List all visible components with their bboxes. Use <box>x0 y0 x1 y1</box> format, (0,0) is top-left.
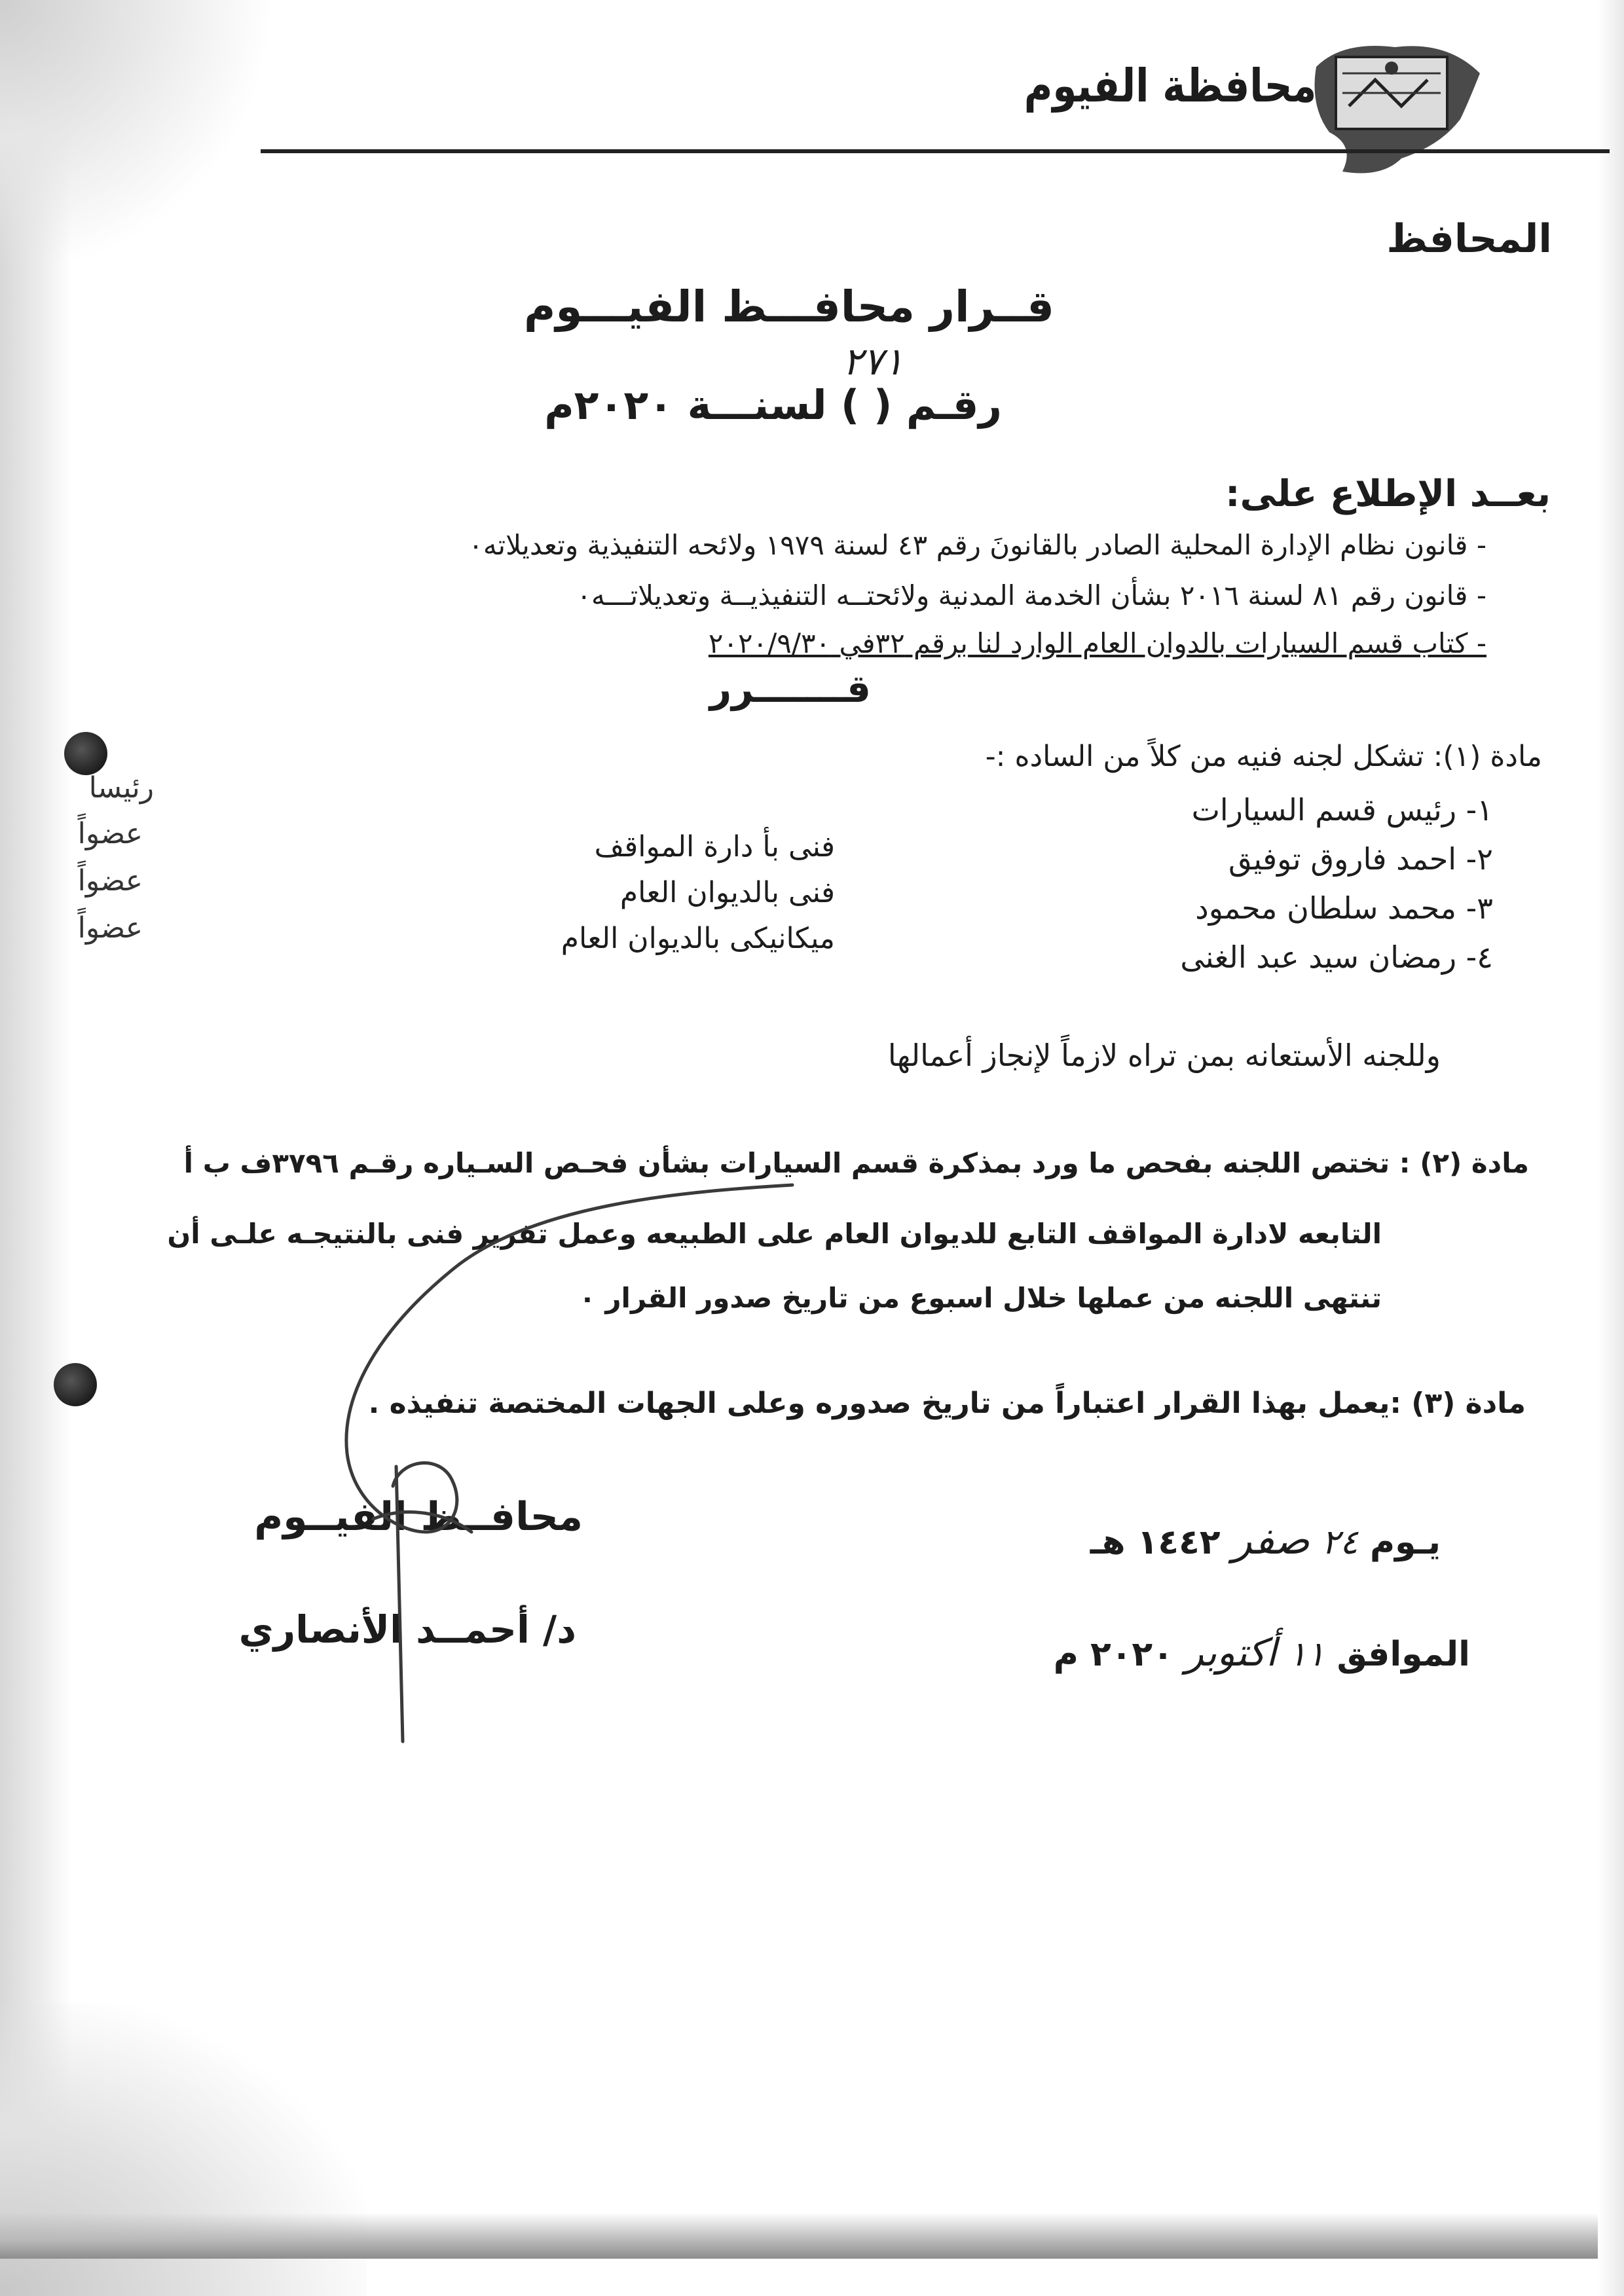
article1-text: مادة (١): تشكل لجنه فنيه من كلاً من الساده :- <box>985 740 1542 773</box>
hijri-date <box>1090 1516 1441 1563</box>
gregorian-day: ١١ <box>1288 1635 1325 1674</box>
hijri-prefix: يـوم <box>1369 1523 1441 1562</box>
office-label: المحافظ <box>1386 216 1552 262</box>
decree-number-line: رقـم ( ) لسنـــة ٢٠٢٠م <box>544 381 1002 429</box>
member-role: عضواً <box>77 864 143 898</box>
gregorian-month: أكتوبر <box>1185 1630 1277 1675</box>
gregorian-year: ٢٠٢٠ م <box>1053 1635 1173 1674</box>
preamble-heading: بعــد الإطلاع على: <box>1225 473 1551 515</box>
gregorian-prefix: الموافق <box>1337 1635 1470 1674</box>
decides-heading: قـــــــرر <box>709 666 871 711</box>
decree-title: قــرار محافـــظ الفيـــوم <box>523 282 1054 332</box>
article2-line: تنتهى اللجنه من عملها خلال اسبوع من تاريخ صدور القرار ٠ <box>579 1282 1382 1314</box>
member-name: ٤- رمضان سيد عبد الغنى <box>1180 939 1493 975</box>
header-rule <box>261 149 1610 153</box>
scan-shadow-corner <box>0 0 275 275</box>
member-title: فنى بأ دارة المواقف <box>594 830 835 864</box>
governorate-emblem <box>1303 27 1493 185</box>
member-title: ميكانيكى بالديوان العام <box>561 922 835 955</box>
punch-hole-bottom <box>54 1363 97 1406</box>
member-name: ٣- محمد سلطان محمود <box>1195 890 1493 926</box>
member-title: فنى بالديوان العام <box>619 876 835 909</box>
hijri-year: ١٤٤٢ هـ <box>1090 1523 1221 1562</box>
governorate-name: محافظة الفيوم <box>1024 59 1316 113</box>
member-role: عضواً <box>77 911 143 945</box>
hijri-month: صفر <box>1232 1516 1310 1563</box>
article2-line: مادة (٢) : تختص اللجنه بفحص ما ورد بمذكرة قسم السيارات بشأن فحـص السـياره رقـم ٣٧٩٦ف ب أ <box>183 1147 1529 1179</box>
signature-name: د/ أحمــد الأنصاري <box>238 1607 576 1652</box>
article2-line: التابعه لادارة المواقف التابع للديوان العام على الطبيعه وعمل تقرير فنى بالنتيجـه علـى أن <box>167 1218 1382 1250</box>
gregorian-date <box>1054 1630 1470 1675</box>
decree-number-handwritten: ٢٧١ <box>842 339 904 384</box>
scan-shadow-bottom <box>0 2213 1624 2259</box>
article3-text: مادة (٣) :يعمل بهذا القرار اعتباراً من تاريخ صدوره وعلى الجهات المختصة تنفيذه . <box>368 1387 1526 1420</box>
article1-assistance: وللجنه الأستعانه بمن تراه لازماً لإنجاز أعمالها <box>887 1038 1441 1073</box>
member-role: عضواً <box>77 817 143 850</box>
member-name: ١- رئيس قسم السيارات <box>1191 792 1493 828</box>
scan-shadow-left <box>0 0 72 2296</box>
hijri-day: ٢٤ <box>1321 1523 1358 1562</box>
preamble-item: - كتاب قسم السيارات بالدوان العام الوارد لنا برقم ٣٢في ٢٠٢٠/٩/٣٠ <box>708 627 1486 659</box>
member-role: رئيسا <box>88 771 154 805</box>
scan-shadow-right <box>1598 0 1624 2296</box>
signature-title: محافــظ الفيــوم <box>254 1494 583 1540</box>
punch-hole-top <box>64 732 107 775</box>
member-name: ٢- احمد فاروق توفيق <box>1228 841 1493 877</box>
handwritten-signature <box>255 1165 845 1755</box>
preamble-item: - قانون نظام الإدارة المحلية الصادر بالقانونَ رقم ٤٣ لسنة ١٩٧٩ ولائحه التنفيذية وتعديلاته٠ <box>468 529 1486 561</box>
preamble-item: - قانون رقم ٨١ لسنة ٢٠١٦ بشأن الخدمة المدنية ولائحتــه التنفيذيــة وتعديلاتـــه٠ <box>576 579 1486 611</box>
